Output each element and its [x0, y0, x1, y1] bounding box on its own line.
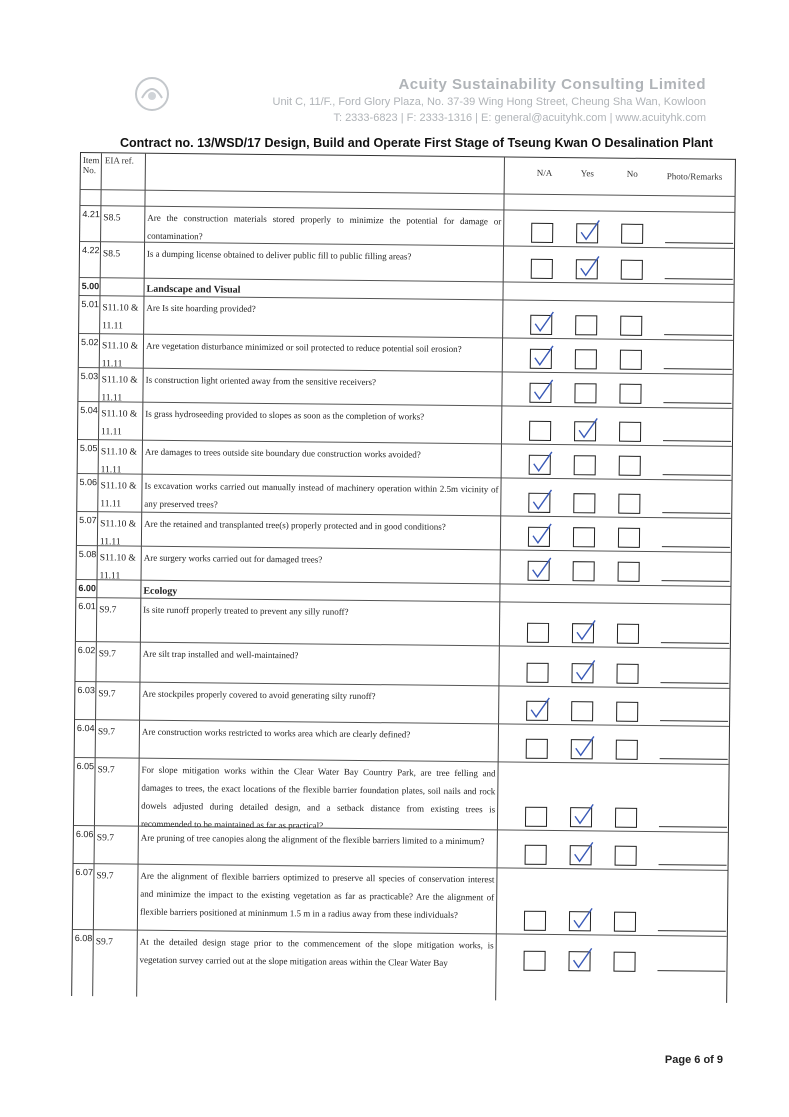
yes-checkbox[interactable]: [574, 383, 596, 403]
yes-checkbox[interactable]: [569, 911, 591, 931]
na-checkbox[interactable]: [528, 493, 550, 513]
section-title: Ecology: [143, 585, 178, 598]
eia-ref: S11.10 & 11.11: [99, 519, 137, 548]
table-row: [72, 929, 726, 977]
eia-ref: S11.10 & 11.11: [102, 303, 139, 332]
yes-checkbox[interactable]: [574, 455, 596, 475]
table-row: [73, 863, 728, 937]
no-checkbox[interactable]: [619, 456, 641, 476]
no-checkbox[interactable]: [621, 260, 643, 280]
eia-ref: S9.7: [96, 833, 115, 844]
no-checkbox[interactable]: [615, 808, 637, 828]
company-contact: T: 2333-6823 | F: 2333-1316 | E: general@acuityhk.com | www.acuityhk.com: [333, 112, 706, 124]
remarks-field[interactable]: [660, 758, 728, 760]
check-mark-icon: [579, 254, 601, 278]
check-mark-icon: [531, 556, 553, 580]
check-mark-icon: [574, 734, 596, 758]
item-description: Are silt trap installed and well-maintained?: [142, 648, 299, 661]
item-description: Are pruning of tree canopies along the alignment of the flexible barriers limited to a minimum?: [140, 832, 485, 847]
eia-ref: S11.10 & 11.11: [101, 375, 138, 404]
eia-ref: S8.5: [102, 249, 121, 260]
na-checkbox[interactable]: [531, 259, 553, 279]
no-checkbox[interactable]: [618, 562, 640, 582]
remarks-field[interactable]: [658, 930, 726, 932]
item-description: Is excavation works carried out manually instead of machinery operation within 2.5m vicinity of any preserved trees?: [144, 480, 499, 510]
header-na: N/A: [536, 167, 553, 178]
item-number: 6.06: [75, 828, 94, 840]
item-description: At the detailed design stage prior to the commencement of the slope mitigation works, is vegetation survey carried out at the slope mitigation areas within the Clear Water Bay: [139, 936, 494, 968]
item-number: 5.01: [81, 299, 99, 310]
item-number: 6.04: [76, 723, 95, 734]
item-number: 5.06: [79, 477, 98, 488]
item-number: 6.01: [78, 601, 96, 612]
no-checkbox[interactable]: [618, 528, 640, 548]
item-number: 5.04: [80, 405, 98, 416]
eia-ref: S8.5: [103, 213, 121, 224]
item-description: Are damages to trees outside site boundary due construction works avoided?: [144, 446, 421, 460]
na-checkbox[interactable]: [529, 455, 551, 475]
check-mark-icon: [533, 344, 555, 368]
header-eia: EIA ref.: [104, 155, 134, 166]
yes-checkbox[interactable]: [571, 739, 593, 759]
check-mark-icon: [531, 488, 553, 512]
company-address: Unit C, 11/F., Ford Glory Plaza, No. 37-39 Wing Hong Street, Cheung Sha Wan, Kowloon: [272, 96, 706, 108]
yes-checkbox[interactable]: [571, 663, 593, 683]
na-checkbox[interactable]: [524, 911, 546, 931]
section-title: Landscape and Visual: [146, 283, 241, 296]
check-mark-icon: [574, 658, 596, 682]
item-description: Is grass hydroseeding provided to slopes as soon as the completion of works?: [145, 408, 425, 422]
yes-checkbox[interactable]: [573, 561, 595, 581]
no-checkbox[interactable]: [617, 624, 639, 644]
header-no: No: [626, 168, 638, 179]
item-description: Are surgery works carried out for damaged trees?: [143, 552, 323, 565]
check-mark-icon: [572, 906, 594, 930]
item-number: 5.00: [81, 281, 100, 292]
item-description: Is a dumping license obtained to deliver public fill to public filling areas?: [146, 248, 412, 262]
na-checkbox[interactable]: [529, 421, 551, 441]
na-checkbox[interactable]: [528, 527, 550, 547]
yes-checkbox[interactable]: [575, 315, 597, 335]
check-mark-icon: [529, 696, 551, 720]
na-checkbox[interactable]: [525, 845, 547, 865]
no-checkbox[interactable]: [616, 702, 638, 722]
item-number: 6.03: [77, 685, 95, 696]
eia-ref: S9.7: [95, 937, 113, 948]
check-mark-icon: [531, 522, 553, 546]
na-checkbox[interactable]: [528, 561, 550, 581]
yes-checkbox[interactable]: [570, 845, 592, 865]
item-description: Are vegetation disturbance minimized or soil protected to reduce potential soil erosion?: [145, 340, 462, 355]
page-number: Page 6 of 9: [664, 1054, 723, 1066]
na-checkbox[interactable]: [529, 383, 551, 403]
remarks-field[interactable]: [663, 474, 731, 476]
eia-ref: S11.10 & 11.11: [101, 341, 139, 370]
item-description: Are the retained and transplanted tree(s) properly protected and in good conditions?: [144, 518, 446, 532]
remarks-field[interactable]: [663, 440, 731, 442]
no-checkbox[interactable]: [616, 740, 638, 760]
yes-checkbox[interactable]: [571, 701, 593, 721]
no-checkbox[interactable]: [620, 350, 642, 370]
eia-ref: S11.10 & 11.11: [100, 481, 137, 510]
remarks-field[interactable]: [659, 864, 727, 866]
no-checkbox[interactable]: [619, 422, 641, 442]
table-row: [74, 757, 729, 833]
check-mark-icon: [573, 840, 595, 864]
contract-title: Contract no. 13/WSD/17 Design, Build and Operate First Stage of Tseung Kwan O Desalination Plant: [120, 136, 713, 150]
remarks-field[interactable]: [659, 826, 727, 828]
na-checkbox[interactable]: [531, 223, 553, 243]
item-description: Are stockpiles properly covered to avoid generating silty runoff?: [142, 688, 376, 702]
remarks-field[interactable]: [657, 970, 725, 972]
no-checkbox[interactable]: [616, 664, 638, 684]
check-mark-icon: [533, 310, 555, 334]
na-checkbox[interactable]: [530, 349, 552, 369]
remarks-field[interactable]: [660, 682, 728, 684]
item-description: Is site runoff properly treated to prevent any silly runoff?: [143, 604, 349, 617]
yes-checkbox[interactable]: [574, 421, 596, 441]
check-mark-icon: [579, 218, 601, 242]
yes-checkbox[interactable]: [576, 259, 598, 279]
eia-ref: S9.7: [96, 871, 114, 882]
remarks-field[interactable]: [665, 242, 733, 244]
check-mark-icon: [532, 450, 554, 474]
remarks-field[interactable]: [660, 720, 728, 722]
na-checkbox[interactable]: [527, 623, 549, 643]
item-number: 6.05: [76, 760, 95, 772]
letterhead: [120, 66, 710, 130]
check-mark-icon: [571, 946, 593, 970]
remarks-field[interactable]: [664, 334, 732, 336]
item-number: 5.08: [78, 549, 97, 560]
no-checkbox[interactable]: [618, 494, 640, 514]
no-checkbox[interactable]: [615, 846, 637, 866]
yes-checkbox[interactable]: [570, 807, 592, 827]
item-number: 6.07: [75, 866, 94, 878]
check-mark-icon: [577, 416, 599, 440]
item-number: 5.07: [79, 515, 97, 526]
item-number: 4.22: [81, 245, 100, 256]
item-number: 5.03: [80, 371, 99, 382]
eia-ref: S9.7: [97, 727, 116, 738]
remarks-field[interactable]: [662, 512, 730, 514]
item-number: 4.21: [82, 209, 100, 220]
check-mark-icon: [573, 802, 595, 826]
yes-checkbox[interactable]: [568, 951, 590, 971]
na-checkbox[interactable]: [526, 701, 548, 721]
eia-ref: S11.10 & 11.11: [100, 447, 137, 476]
item-number: 6.08: [74, 932, 93, 944]
remarks-field[interactable]: [661, 642, 729, 644]
item-number: 6.02: [77, 645, 96, 656]
header-remarks: Photo/Remarks: [666, 171, 723, 182]
no-checkbox[interactable]: [619, 384, 641, 404]
company-logo-icon: [132, 74, 172, 114]
check-mark-icon: [575, 618, 597, 642]
remarks-field[interactable]: [662, 546, 730, 548]
remarks-field[interactable]: [662, 580, 730, 582]
eia-ref: S9.7: [99, 605, 117, 616]
na-checkbox[interactable]: [526, 739, 548, 759]
company-name: Acuity Sustainability Consulting Limited: [398, 76, 706, 93]
item-description: Is construction light oriented away from the sensitive receivers?: [145, 374, 377, 388]
yes-checkbox[interactable]: [573, 527, 595, 547]
eia-ref: S11.10 & 11.11: [99, 553, 136, 582]
eia-ref: S9.7: [98, 689, 116, 700]
item-number: 5.02: [80, 337, 99, 348]
item-description: Are the construction materials stored properly to minimize the potential for damage or contamination?: [147, 212, 502, 242]
eia-ref: S11.10 & 11.11: [101, 409, 138, 438]
eia-ref: S9.7: [98, 649, 116, 660]
yes-checkbox[interactable]: [576, 223, 598, 243]
item-number: 6.00: [78, 583, 97, 594]
item-description: Are construction works restricted to works area which are clearly defined?: [141, 726, 411, 740]
yes-checkbox[interactable]: [572, 623, 594, 643]
remarks-field[interactable]: [664, 368, 732, 370]
item-description: For slope mitigation works within the Clear Water Bay Country Park, are tree felling and damages to trees, the exact locations of the flexible barrier foundation plates, soil nails and rock dowels adjusted during detailed design, and a setback distance from existing trees is recommended to be maintained as far as practical?: [140, 764, 496, 831]
no-checkbox[interactable]: [614, 912, 636, 932]
na-checkbox[interactable]: [530, 315, 552, 335]
checklist-table: [71, 152, 736, 1003]
header-item: Item No.: [82, 155, 100, 176]
item-description: Are Is site hoarding provided?: [146, 302, 256, 314]
item-number: 5.05: [79, 443, 98, 454]
na-checkbox[interactable]: [523, 951, 545, 971]
na-checkbox[interactable]: [526, 663, 548, 683]
na-checkbox[interactable]: [525, 807, 547, 827]
no-checkbox[interactable]: [621, 224, 643, 244]
no-checkbox[interactable]: [620, 316, 642, 336]
no-checkbox[interactable]: [613, 952, 635, 972]
header-yes: Yes: [580, 168, 594, 179]
eia-ref: S9.7: [97, 765, 115, 776]
item-description: Are the alignment of flexible barriers optimized to preserve all species of conservation interest and minimize the impact to the existing vegetation as far as practicable? Are the alignment of flexible barriers positioned at mininmum 1.5 m in a radius away from these individuals?: [139, 870, 495, 920]
remarks-field[interactable]: [663, 402, 731, 404]
yes-checkbox[interactable]: [575, 349, 597, 369]
yes-checkbox[interactable]: [573, 493, 595, 513]
check-mark-icon: [532, 378, 554, 402]
remarks-field[interactable]: [665, 278, 733, 280]
